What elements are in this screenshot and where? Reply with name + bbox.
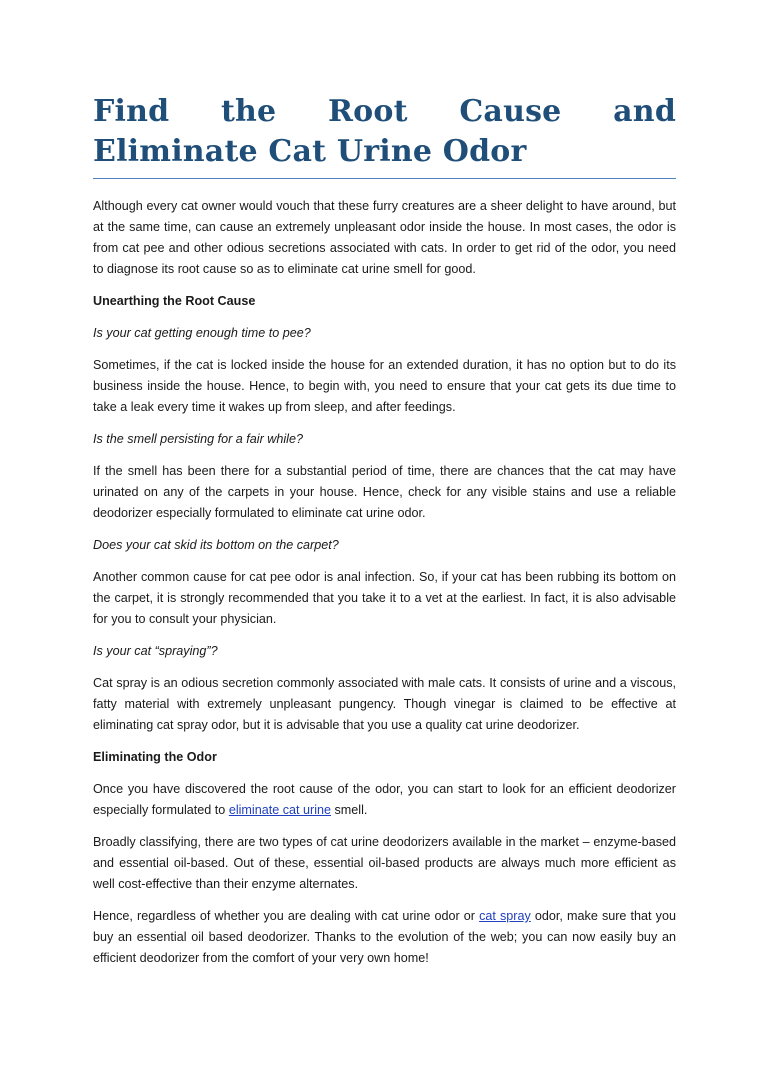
section-heading-root-cause: Unearthing the Root Cause — [93, 294, 256, 308]
question-spraying: Is your cat “spraying”? — [93, 644, 218, 658]
paragraph-text: Hence, regardless of whether you are dealing with cat urine odor or — [93, 909, 480, 923]
document-page — [93, 92, 676, 969]
paragraph-text: smell. — [331, 803, 368, 817]
eliminate-cat-urine-link[interactable]: eliminate cat urine — [228, 803, 332, 817]
paragraph-buy-deodorizer — [93, 906, 676, 969]
section-heading-eliminating: Eliminating the Odor — [93, 750, 217, 764]
paragraph-skid-bottom: Another common cause for cat pee odor is anal infection. So, if your cat has been rubbing its bottom on the carpet, it is strongly recommended that you take it to a vet at the earliest. In fact, it is also advisable for you to consult your physician. — [93, 570, 676, 626]
question-enough-time: Is your cat getting enough time to pee? — [93, 326, 311, 340]
cat-spray-link[interactable]: cat spray — [479, 909, 531, 923]
question-smell-persisting: Is the smell persisting for a fair while? — [93, 432, 303, 446]
paragraph-smell-persisting: If the smell has been there for a substantial period of time, there are chances that the cat may have urinated on any of the carpets in your house. Hence, check for any visible stains and use a reliable deodorizer especially formulated to eliminate cat urine odor. — [93, 464, 676, 520]
paragraph-text: odor, make sure that you buy an essential oil based deodorizer. Thanks to the evolution of the web; you can now easily buy an efficient deodorizer from the comfort of your very own home! — [93, 909, 676, 965]
question-skid-bottom: Does your cat skid its bottom on the carpet? — [93, 538, 339, 552]
paragraph-text: Once you have discovered the root cause of the odor, you can start to look for an efficient deodorizer especially formulated to — [93, 782, 676, 817]
document-title: Find the Root Cause and Eliminate Cat Urine Odor — [93, 92, 676, 179]
intro-paragraph: Although every cat owner would vouch that these furry creatures are a sheer delight to have around, but at the same time, can cause an extremely unpleasant odor inside the house. In most cases, the odor is from cat pee and other odious secretions associated with cats. In order to get rid of the odor, you need to diagnose its root cause so as to eliminate cat urine smell for good. — [93, 199, 676, 276]
paragraph-spraying: Cat spray is an odious secretion commonly associated with male cats. It consists of urine and a viscous, fatty material with extremely unpleasant pungency. Though vinegar is claimed to be effective at eliminating cat spray odor, but it is advisable that you use a quality cat urine deodorizer. — [93, 676, 676, 732]
paragraph-enough-time: Sometimes, if the cat is locked inside the house for an extended duration, it has no option but to do its business inside the house. Hence, to begin with, you need to ensure that your cat gets its due time to take a leak every time it wakes up from sleep, and after feedings. — [93, 358, 676, 414]
paragraph-root-cause-discovered — [93, 779, 676, 821]
paragraph-deodorizer-types: Broadly classifying, there are two types of cat urine deodorizers available in the market – enzyme-based and essential oil-based. Out of these, essential oil-based products are always much more efficient as well cost-effective than their enzyme alternates. — [93, 835, 676, 891]
